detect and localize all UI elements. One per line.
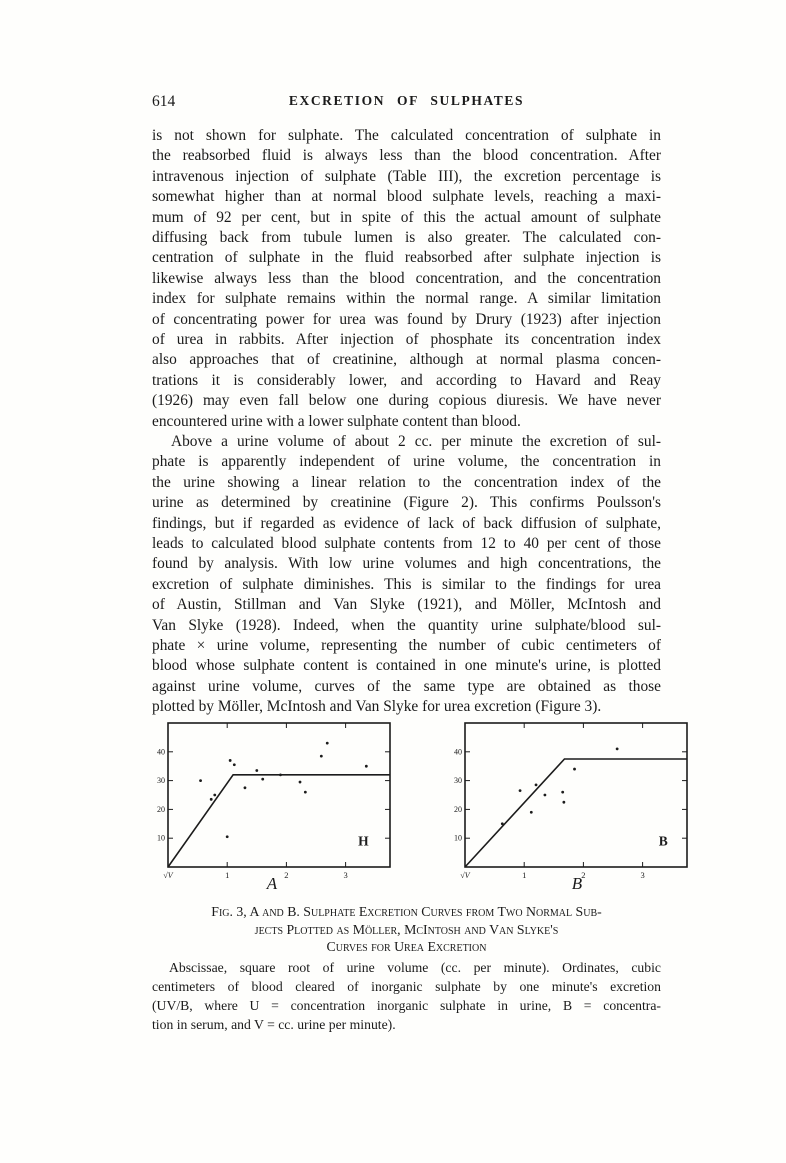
running-head: EXCRETION OF SULPHATES xyxy=(288,93,525,108)
x-tick-label: 2 xyxy=(581,870,586,880)
figure-note xyxy=(152,958,661,1034)
body-text-line: of Austin, Stillman and Van Slyke (1921), and Möller, McIntosh and xyxy=(152,596,661,614)
data-point xyxy=(616,748,619,751)
y-tick-label: 40 xyxy=(454,747,462,757)
data-point xyxy=(304,791,307,794)
body-text-line: (1926) may even fall below one during copious diuresis. We have never xyxy=(152,392,661,410)
y-tick-label: 10 xyxy=(157,833,165,843)
data-point xyxy=(544,794,547,797)
note-line: (UV/B, where U = concentration inorganic sulphate in urine, B = concentra- xyxy=(152,998,661,1013)
chart-panel-a xyxy=(144,717,394,887)
data-point xyxy=(226,835,229,838)
data-point xyxy=(213,794,216,797)
data-point xyxy=(229,759,232,762)
body-text-line: found by analysis. With low urine volumes and high concentrations, the xyxy=(152,555,661,573)
page-header xyxy=(152,93,661,113)
body-text-line: blood whose sulphate content is contained in one minute's urine, is plotted xyxy=(152,657,661,675)
caption-line: jects Plotted as Möller, McIntosh and Van Slyke's xyxy=(254,921,559,937)
subject-label: B xyxy=(658,833,668,849)
y-tick-label: 20 xyxy=(157,804,165,814)
data-point xyxy=(501,822,504,825)
data-point xyxy=(519,789,522,792)
chart-panel-b xyxy=(441,717,691,887)
fitted-curve xyxy=(465,759,687,867)
body-text-line: the reabsorbed fluid is always less than the blood concentration. After xyxy=(152,147,661,165)
body-text-line: trations it is considerably lower, and according to Havard and Reay xyxy=(152,371,661,389)
body-text-line: against urine volume, curves of the same type are obtained as those xyxy=(152,677,661,695)
x-tick-label: 1 xyxy=(225,870,230,880)
data-point xyxy=(365,765,368,768)
figure-3 xyxy=(152,717,712,903)
body-text-line: phate is apparently independent of urine volume, the concentration in xyxy=(152,453,661,471)
y-tick-label: 40 xyxy=(157,747,165,757)
body-text-line: centration of sulphate in the fluid reabsorbed after sulphate injection is xyxy=(152,249,661,267)
figure-caption xyxy=(152,903,661,956)
body-text-line: diffusing back from tubule lumen is also greater. The calculated con- xyxy=(152,229,661,247)
body-paragraph-1 xyxy=(152,126,661,432)
body-text-line: also approaches that of creatinine, although at normal plasma concen- xyxy=(152,351,661,369)
y-tick-label: 10 xyxy=(454,833,462,843)
data-point xyxy=(244,786,247,789)
data-point xyxy=(535,784,538,787)
x-origin-label: √V xyxy=(163,871,173,880)
x-tick-label: 3 xyxy=(640,870,645,880)
body-text-line: is not shown for sulphate. The calculated concentration of sulphate in xyxy=(152,127,661,144)
y-tick-label: 30 xyxy=(157,776,165,786)
body-text-line: urine as determined by creatinine (Figure 2). This confirms Poulsson's xyxy=(152,494,661,512)
body-text-line: leads to calculated blood sulphate contents from 12 to 40 per cent of those xyxy=(152,535,661,553)
page-number: 614 xyxy=(152,93,176,110)
note-line: tion in serum, and V = cc. urine per minute). xyxy=(152,1017,396,1032)
data-point xyxy=(233,763,236,766)
data-point xyxy=(199,779,202,782)
data-point xyxy=(210,798,213,801)
x-tick-label: 2 xyxy=(284,870,289,880)
plot-border xyxy=(168,723,390,867)
data-point xyxy=(573,768,576,771)
data-point xyxy=(562,801,565,804)
caption-line: Fig. 3, A and B. Sulphate Excretion Curves from Two Normal Sub- xyxy=(211,904,602,919)
x-tick-label: 3 xyxy=(343,870,348,880)
y-tick-label: 30 xyxy=(454,776,462,786)
body-text-line: somewhat higher than at normal blood sulphate levels, reaching a maxi- xyxy=(152,188,661,206)
body-text-line: intravenous injection of sulphate (Table III), the excretion percentage is xyxy=(152,167,661,185)
caption-line: Curves for Urea Excretion xyxy=(326,939,487,954)
body-text-line: phate × urine volume, representing the number of cubic centimeters of xyxy=(152,637,661,655)
body-text-line: excretion of sulphate diminishes. This is similar to the findings for urea xyxy=(152,575,661,593)
data-point xyxy=(279,773,282,776)
x-tick-label: 1 xyxy=(522,870,527,880)
body-text-line: encountered urine with a lower sulphate content than blood. xyxy=(152,412,521,430)
body-text-line: index for sulphate remains within the normal range. A similar limitation xyxy=(152,290,661,308)
note-line: centimeters of blood cleared of inorganic sulphate by one minute's excretion xyxy=(152,979,661,994)
plot-border xyxy=(465,723,687,867)
body-text-line: mum of 92 per cent, but in spite of this the actual amount of sulphate xyxy=(152,208,661,226)
data-point xyxy=(320,755,323,758)
data-point xyxy=(261,778,264,781)
body-paragraph-2 xyxy=(152,432,661,718)
body-text-line: of urea in rabbits. After injection of phosphate its concentration index xyxy=(152,331,661,349)
body-text-line: plotted by Möller, McIntosh and Van Slyke for urea excretion (Figure 3). xyxy=(152,698,602,716)
body-text-line: Above a urine volume of about 2 cc. per minute the excretion of sul- xyxy=(171,433,661,450)
body-text-line: findings, but if regarded as evidence of lack of back diffusion of sulphate, xyxy=(152,514,661,532)
body-text-line: likewise always less than the blood concentration, and the concentration xyxy=(152,269,661,287)
y-tick-label: 20 xyxy=(454,804,462,814)
panel-letter-a: A xyxy=(266,874,278,893)
subject-label: H xyxy=(358,833,369,849)
data-point xyxy=(530,811,533,814)
note-line: Abscissae, square root of urine volume (cc. per minute). Ordinates, cubic xyxy=(169,960,661,975)
fitted-curve xyxy=(168,775,390,867)
body-text-line: the urine showing a linear relation to the concentration index of the xyxy=(152,473,661,491)
data-point xyxy=(299,781,302,784)
panel-letter-b: B xyxy=(571,874,583,893)
x-origin-label: √V xyxy=(460,871,470,880)
body-text-line: Van Slyke (1928). Indeed, when the quantity urine sulphate/blood sul- xyxy=(152,616,661,634)
data-point xyxy=(326,742,329,745)
data-point xyxy=(255,769,258,772)
data-point xyxy=(561,791,564,794)
body-text-line: of concentrating power for urea was found by Drury (1923) after injection xyxy=(152,310,661,328)
